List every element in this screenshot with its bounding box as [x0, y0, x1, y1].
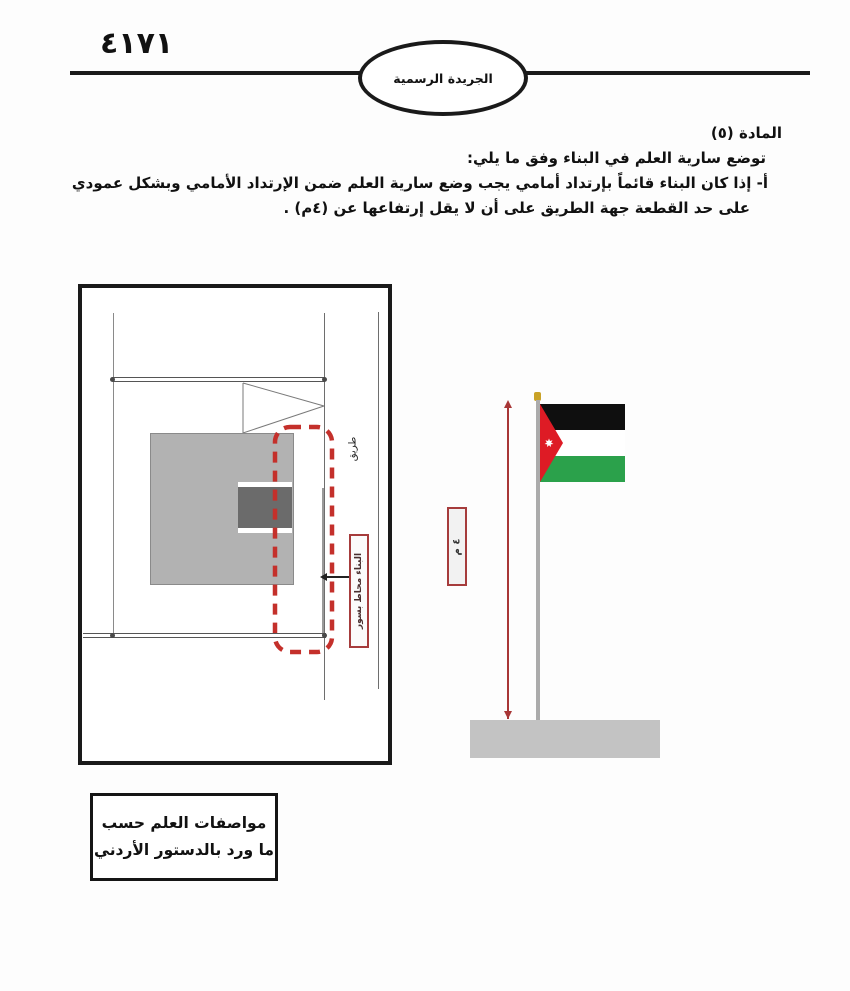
article-title: المادة (٥)	[710, 124, 782, 142]
plot-line-dot	[322, 633, 327, 638]
plot-left-boundary-line	[113, 313, 114, 637]
road-label: طريق	[347, 436, 359, 462]
flag-pole-zone-dashed-outline	[268, 420, 340, 660]
dimension-arrow-top	[504, 400, 512, 408]
road-far-edge-line	[378, 312, 379, 689]
dimension-arrow-bottom	[504, 711, 512, 719]
article-clause-line1: أ- إذا كان البناء قائماً بإرتداد أمامي يجب وضع سارية العلم ضمن الإرتداد الأمامي وبشكل عمودي	[71, 174, 768, 192]
road-label-wrap	[342, 428, 364, 470]
caption-line1: مواصفات العلم حسب	[101, 814, 267, 832]
wall-label-box	[349, 534, 369, 648]
caption-line2: ما ورد بالدستور الأردني	[94, 841, 274, 859]
wall-pointer-line	[327, 576, 349, 578]
gazette-title: الجريدة الرسمية	[393, 70, 493, 86]
gazette-seal	[358, 40, 528, 116]
flag-pole-base	[470, 720, 660, 758]
height-label-box	[447, 507, 467, 586]
plot-line-dot	[110, 633, 115, 638]
page-number: ٤١٧١	[100, 26, 174, 61]
height-label: ٤ م	[451, 538, 463, 555]
article-intro: توضع سارية العلم في البناء وفق ما يلي:	[466, 149, 766, 167]
jordan-flag	[540, 404, 625, 482]
rear-plot-line	[83, 633, 326, 638]
article-clause-line2: على حد القطعة جهة الطريق على أن لا يقل إرتفاعها عن (٤م) .	[283, 199, 750, 217]
site-plan-frame	[78, 284, 392, 765]
height-dimension-line	[507, 407, 509, 719]
setback-line-dot	[110, 377, 115, 382]
wall-pointer-arrowhead	[320, 573, 327, 581]
flag-spec-caption-box	[90, 793, 278, 881]
wall-label: البناء محاط بسور	[354, 552, 364, 630]
